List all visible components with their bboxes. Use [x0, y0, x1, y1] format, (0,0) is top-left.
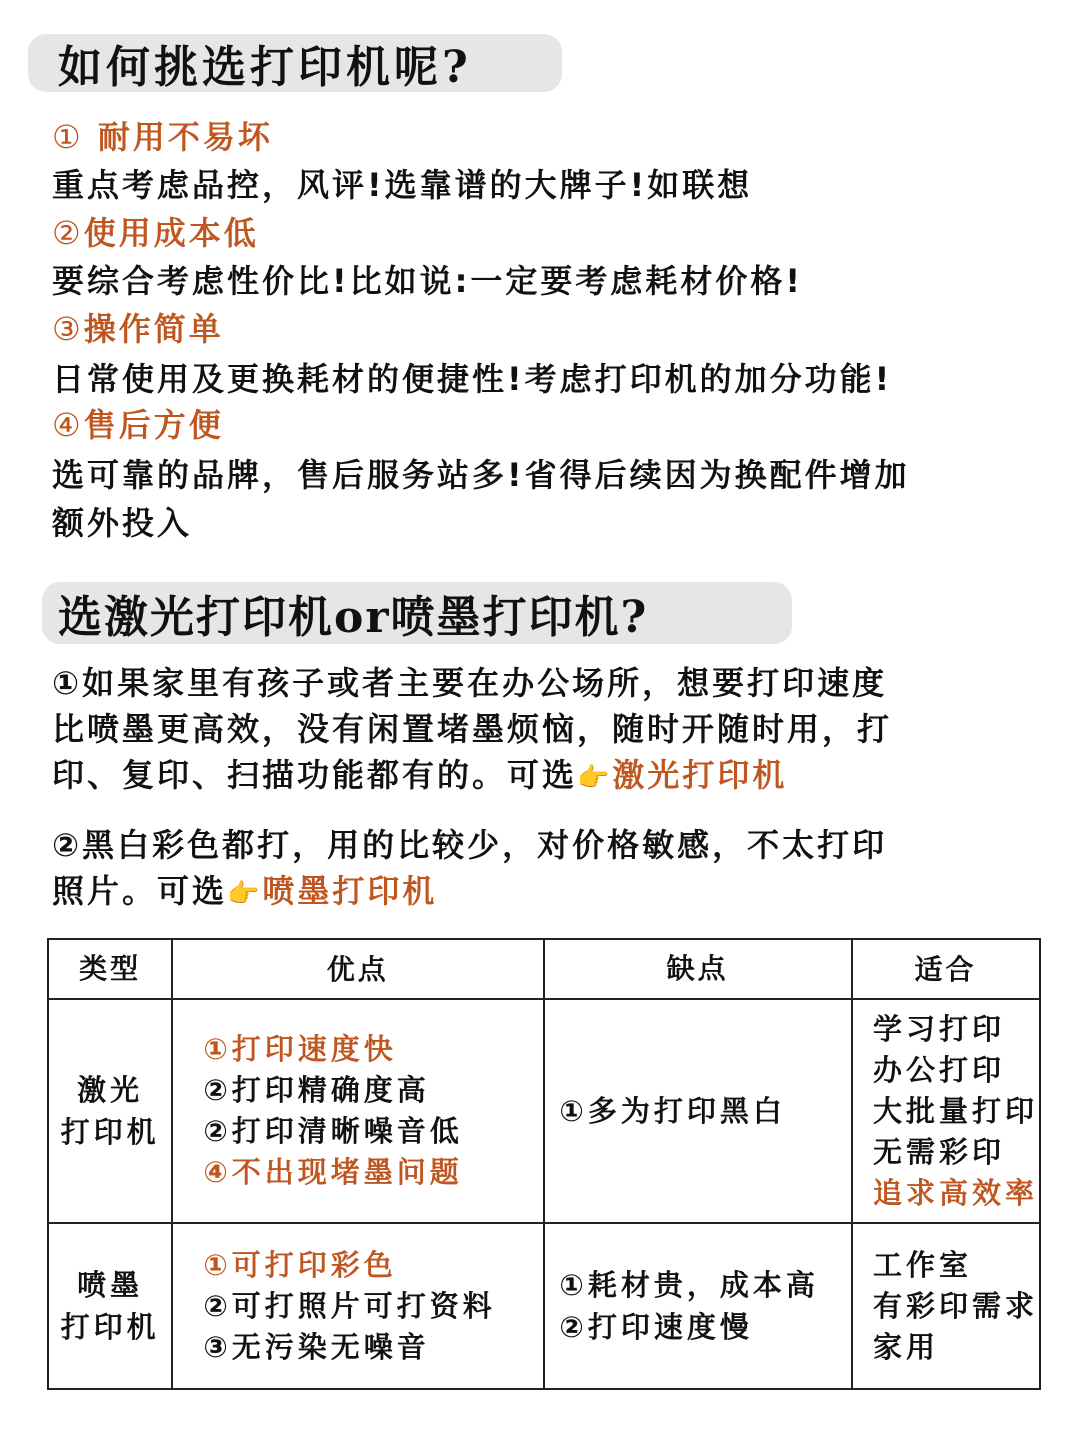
section1-title-text: 如何挑选打印机呢? [58, 42, 472, 93]
cell-cons [544, 999, 852, 1223]
pointing-hand-icon: 👉 [227, 879, 263, 909]
para2-line1: ②黑白彩色都打，用的比较少，对价格敏感，不太打印 [52, 826, 888, 864]
para1-line2: 比喷墨更高效，没有闲置堵墨烦恼，随时开随时用，打 [52, 710, 893, 748]
fit-item: 无需彩印 [872, 1134, 1005, 1169]
para2-line2 [52, 866, 437, 912]
type-line: 激光 [77, 1073, 144, 1107]
header-pros: 优点 [172, 939, 544, 999]
fit-item: 有彩印需求 [872, 1288, 1038, 1323]
para1-line3 [52, 750, 787, 796]
pro-item: ②可打照片可打资料 [203, 1288, 496, 1323]
circled-number: ① [52, 118, 84, 156]
criterion-3-heading [52, 304, 224, 350]
pro-item: ③无污染无噪音 [203, 1329, 430, 1364]
criterion-heading-text: 售后方便 [83, 406, 224, 444]
table-row-inkjet [48, 1223, 1040, 1389]
header-cons: 缺点 [544, 939, 852, 999]
fit-item: 工作室 [872, 1247, 972, 1282]
cell-cons [544, 1223, 852, 1389]
header-fit: 适合 [852, 939, 1040, 999]
circled-number: ② [52, 214, 84, 252]
cell-type [48, 1223, 172, 1389]
para1-line3-text: 印、复印、扫描功能都有的。可选 [52, 756, 578, 794]
table-row-laser [48, 999, 1040, 1223]
comparison-table [47, 938, 1041, 1390]
pro-item: ④不出现堵墨问题 [203, 1155, 463, 1189]
section2-title [42, 582, 792, 644]
criterion-heading-text: 使用成本低 [83, 214, 259, 252]
pro-item: ②打印精确度高 [203, 1073, 430, 1107]
criterion-1-text: 重点考虑品控，风评!选靠谱的大牌子!如联想 [52, 166, 753, 204]
cell-fit [852, 1223, 1040, 1389]
section1-title [28, 34, 562, 92]
laser-printer-highlight: 激光打印机 [612, 756, 788, 794]
criterion-4-text-line1: 选可靠的品牌，售后服务站多!省得后续因为换配件增加 [52, 456, 910, 494]
circled-number: ④ [52, 406, 84, 444]
type-line: 喷墨 [77, 1268, 144, 1302]
criterion-4-heading [52, 400, 224, 446]
table-header-row [48, 939, 1040, 999]
criterion-2-heading [52, 208, 259, 254]
fit-item: 大批量打印 [872, 1093, 1038, 1128]
con-item: ①多为打印黑白 [559, 1094, 786, 1128]
fit-item: 家用 [872, 1329, 939, 1364]
cell-pros [172, 1223, 544, 1389]
criterion-3-text: 日常使用及更换耗材的便捷性!考虑打印机的加分功能! [52, 360, 893, 398]
cell-pros [172, 999, 544, 1223]
pro-item: ②打印清晰噪音低 [203, 1114, 463, 1148]
para2-line2-text: 照片。可选 [52, 872, 228, 910]
header-type: 类型 [48, 939, 172, 999]
para1-line1: ①如果家里有孩子或者主要在办公场所，想要打印速度 [52, 664, 888, 702]
criterion-heading-text: 耐用不易坏 [83, 118, 273, 156]
con-item: ①耗材贵，成本高 [559, 1268, 819, 1302]
inkjet-printer-highlight: 喷墨打印机 [262, 872, 438, 910]
type-line: 打印机 [60, 1310, 160, 1344]
criterion-1-heading [52, 112, 273, 158]
fit-item: 学习打印 [872, 1011, 1005, 1046]
criterion-heading-text: 操作简单 [83, 310, 224, 348]
pro-item: ①可打印彩色 [203, 1247, 397, 1282]
fit-item: 追求高效率 [872, 1175, 1038, 1210]
section2-title-text: 选激光打印机or喷墨打印机? [58, 592, 649, 643]
cell-fit [852, 999, 1040, 1223]
pro-item: ①打印速度快 [203, 1032, 397, 1066]
pointing-hand-icon: 👉 [577, 763, 613, 793]
cell-type [48, 999, 172, 1223]
circled-number: ③ [52, 310, 84, 348]
fit-item: 办公打印 [872, 1052, 1005, 1087]
criterion-2-text: 要综合考虑性价比!比如说:一定要考虑耗材价格! [52, 262, 803, 300]
con-item: ②打印速度慢 [559, 1310, 753, 1344]
criterion-4-text-line2: 额外投入 [52, 504, 193, 542]
type-line: 打印机 [60, 1115, 160, 1149]
